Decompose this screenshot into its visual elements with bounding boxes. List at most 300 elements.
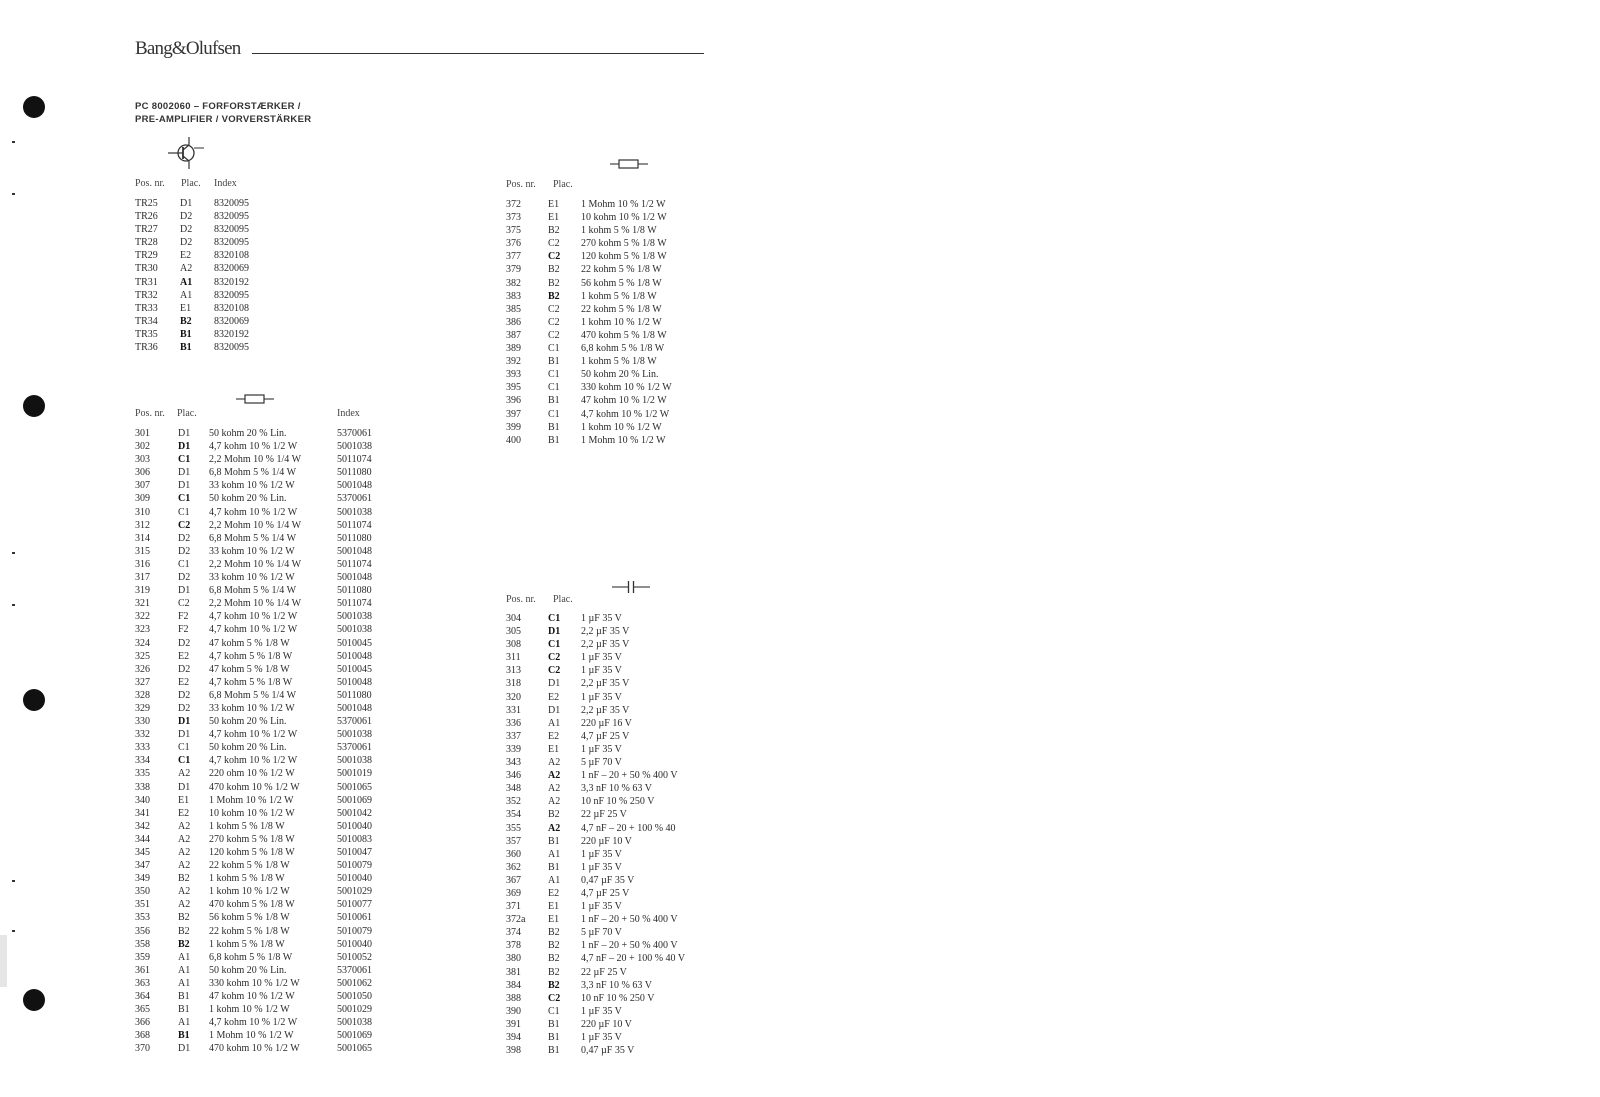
- plac-cell: E1: [548, 914, 560, 926]
- pos-cell: 360: [506, 848, 521, 860]
- pos-cell: 331: [506, 704, 521, 716]
- table-row: [135, 623, 372, 636]
- value-cell: 6,8 kohm 5 % 1/8 W: [209, 951, 293, 963]
- value-cell: 1 kohm 10 % 1/2 W: [209, 886, 290, 898]
- plac-cell: A2: [178, 899, 191, 911]
- plac-cell: D2: [178, 532, 191, 544]
- plac-cell: C1: [548, 1005, 560, 1017]
- index-cell: 5001038: [337, 624, 372, 636]
- pos-cell: 319: [135, 585, 150, 597]
- value-cell: 56 kohm 5 % 1/8 W: [581, 277, 662, 289]
- pos-cell: TR34: [135, 315, 158, 327]
- transistor-table: [135, 197, 249, 354]
- pos-cell: TR28: [135, 237, 158, 249]
- value-cell: 1 µF 35 V: [581, 1032, 622, 1043]
- table-row: [135, 249, 249, 262]
- index-cell: 8320095: [214, 198, 249, 209]
- table-row: [506, 966, 685, 979]
- plac-cell: E2: [178, 650, 190, 662]
- value-cell: 0,47 µF 35 V: [581, 1045, 635, 1057]
- plac-cell: E2: [548, 887, 560, 899]
- index-cell: 5001069: [337, 794, 372, 806]
- index-cell: 5010045: [337, 637, 372, 649]
- plac-cell: D1: [178, 716, 191, 728]
- table-row: [135, 964, 372, 977]
- table-row: [135, 276, 249, 289]
- value-cell: 2,2 Mohm 10 % 1/4 W: [209, 598, 302, 610]
- table-row: [135, 262, 249, 275]
- pos-cell: 330: [135, 716, 150, 728]
- value-cell: 1 kohm 10 % 1/2 W: [581, 421, 662, 433]
- value-cell: 120 kohm 5 % 1/8 W: [581, 251, 667, 263]
- pos-cell: 387: [506, 329, 521, 341]
- plac-cell: B2: [548, 966, 560, 978]
- pos-cell: 361: [135, 964, 150, 976]
- value-cell: 1 kohm 5 % 1/8 W: [581, 225, 657, 237]
- table-row: [135, 1029, 372, 1042]
- index-cell: 5011074: [337, 454, 372, 466]
- value-cell: 5 µF 70 V: [581, 757, 622, 769]
- pos-cell: 308: [506, 639, 521, 651]
- table-row: [506, 250, 672, 263]
- table-row: [506, 769, 685, 782]
- plac-cell: A1: [548, 717, 561, 729]
- value-cell: 10 nF 10 % 250 V: [581, 796, 655, 808]
- table-row: [135, 702, 372, 715]
- value-cell: 22 µF 25 V: [581, 966, 627, 978]
- capacitor-table: [506, 612, 685, 1057]
- table-row: [506, 848, 685, 861]
- plac-cell: E1: [548, 199, 560, 210]
- transistor-symbol-icon: [166, 136, 206, 170]
- value-cell: 1 Mohm 10 % 1/2 W: [209, 1030, 294, 1042]
- table-row: [506, 861, 685, 874]
- value-cell: 3,3 nF 10 % 63 V: [581, 783, 652, 795]
- pos-cell: 362: [506, 861, 521, 873]
- index-cell: 8320108: [214, 250, 249, 262]
- table-row: [135, 236, 249, 249]
- pos-cell: 353: [135, 912, 150, 924]
- table-row: [135, 951, 372, 964]
- pos-cell: 376: [506, 238, 521, 250]
- plac-cell: C2: [548, 238, 560, 250]
- plac-cell: D1: [178, 781, 191, 793]
- table-row: [135, 315, 249, 328]
- pos-cell: 377: [506, 251, 521, 263]
- pos-cell: 354: [506, 809, 521, 821]
- pos-cell: 322: [135, 611, 150, 623]
- value-cell: 1 kohm 5 % 1/8 W: [209, 873, 285, 885]
- table-row: [506, 421, 672, 434]
- pos-cell: TR27: [135, 224, 158, 236]
- scan-mark: [12, 604, 15, 606]
- resistor-right-pos-header: Pos. nr.: [506, 179, 536, 190]
- index-cell: 5011080: [337, 585, 372, 597]
- pos-cell: 337: [506, 730, 521, 742]
- index-cell: 5001038: [337, 441, 372, 453]
- table-row: [135, 223, 249, 236]
- table-row: [506, 355, 672, 368]
- index-cell: 5001048: [337, 545, 372, 557]
- value-cell: 6,8 kohm 5 % 1/8 W: [581, 343, 665, 355]
- index-cell: 5010079: [337, 860, 372, 872]
- plac-cell: B1: [548, 1045, 560, 1057]
- pos-cell: 375: [506, 225, 521, 237]
- value-cell: 33 kohm 10 % 1/2 W: [209, 572, 295, 584]
- plac-cell: B2: [548, 225, 560, 237]
- table-row: [506, 224, 672, 237]
- table-row: [135, 767, 372, 780]
- value-cell: 47 kohm 5 % 1/8 W: [209, 663, 290, 675]
- value-cell: 2,2 µF 35 V: [581, 678, 630, 690]
- value-cell: 220 ohm 10 % 1/2 W: [209, 768, 295, 780]
- pos-cell: 390: [506, 1005, 521, 1017]
- pos-cell: 346: [506, 770, 521, 782]
- plac-cell: C1: [548, 343, 560, 355]
- value-cell: 6,8 Mohm 5 % 1/4 W: [209, 467, 297, 479]
- table-row: [135, 898, 372, 911]
- table-row: [506, 782, 685, 795]
- pos-cell: 394: [506, 1032, 521, 1043]
- value-cell: 1 Mohm 10 % 1/2 W: [209, 794, 294, 806]
- value-cell: 33 kohm 10 % 1/2 W: [209, 480, 295, 492]
- table-row: [135, 741, 372, 754]
- value-cell: 47 kohm 10 % 1/2 W: [581, 395, 667, 407]
- pos-cell: 305: [506, 626, 521, 638]
- plac-cell: A2: [178, 833, 191, 845]
- table-row: [135, 781, 372, 794]
- pos-cell: 340: [135, 794, 150, 806]
- table-row: [506, 952, 685, 965]
- table-row: [506, 638, 685, 651]
- table-row: [135, 440, 372, 453]
- table-row: [506, 939, 685, 952]
- pos-cell: 332: [135, 729, 150, 741]
- pos-cell: 371: [506, 901, 521, 913]
- plac-cell: B2: [548, 277, 560, 289]
- pos-cell: 366: [135, 1017, 150, 1029]
- value-cell: 1 µF 35 V: [581, 848, 622, 860]
- plac-cell: A1: [548, 848, 561, 860]
- plac-cell: E1: [180, 302, 192, 314]
- plac-cell: C1: [178, 755, 191, 767]
- plac-cell: C2: [548, 316, 560, 328]
- value-cell: 4,7 kohm 10 % 1/2 W: [209, 506, 298, 518]
- index-cell: 8320095: [214, 237, 249, 249]
- pos-cell: TR31: [135, 276, 158, 288]
- value-cell: 220 µF 16 V: [581, 717, 632, 729]
- pos-cell: 307: [135, 480, 150, 492]
- plac-cell: B1: [548, 1032, 560, 1043]
- table-row: [506, 795, 685, 808]
- value-cell: 22 kohm 5 % 1/8 W: [209, 925, 290, 937]
- plac-cell: C1: [548, 613, 561, 624]
- value-cell: 50 kohm 20 % Lin.: [581, 369, 659, 381]
- pos-cell: 335: [135, 768, 150, 780]
- resistor-index-header: Index: [337, 408, 360, 419]
- table-row: [506, 664, 685, 677]
- pos-cell: 316: [135, 558, 150, 570]
- plac-cell: D2: [178, 637, 191, 649]
- scan-edge-shadow: [0, 935, 7, 987]
- value-cell: 270 kohm 5 % 1/8 W: [209, 833, 295, 845]
- plac-cell: B2: [548, 927, 560, 939]
- plac-cell: C1: [178, 742, 190, 754]
- table-row: [135, 597, 372, 610]
- pos-cell: TR25: [135, 198, 158, 209]
- value-cell: 1 nF – 20 + 50 % 400 V: [581, 914, 678, 926]
- pos-cell: 303: [135, 454, 150, 466]
- value-cell: 220 µF 10 V: [581, 835, 632, 847]
- table-row: [135, 328, 249, 341]
- value-cell: 1 µF 35 V: [581, 861, 622, 873]
- plac-cell: B1: [180, 328, 192, 340]
- scan-mark: [12, 193, 15, 195]
- value-cell: 120 kohm 5 % 1/8 W: [209, 847, 295, 858]
- value-cell: 5 µF 70 V: [581, 927, 622, 939]
- table-row: [135, 833, 372, 846]
- value-cell: 50 kohm 20 % Lin.: [209, 964, 287, 976]
- value-cell: 470 kohm 10 % 1/2 W: [209, 1043, 300, 1055]
- index-cell: 8320069: [214, 315, 249, 327]
- pos-cell: 315: [135, 545, 150, 557]
- pos-cell: 368: [135, 1030, 150, 1042]
- table-row: [135, 341, 249, 354]
- scan-mark: [12, 141, 15, 143]
- plac-cell: C2: [548, 992, 561, 1004]
- table-row: [135, 650, 372, 663]
- pos-cell: TR33: [135, 302, 158, 314]
- value-cell: 2,2 µF 35 V: [581, 639, 630, 651]
- pos-cell: 382: [506, 277, 521, 289]
- pos-cell: 372: [506, 199, 521, 210]
- pos-cell: 385: [506, 303, 521, 315]
- pos-cell: TR26: [135, 211, 158, 223]
- value-cell: 47 kohm 5 % 1/8 W: [209, 637, 290, 649]
- pos-cell: 321: [135, 598, 150, 610]
- pos-cell: 352: [506, 796, 521, 808]
- pos-cell: 350: [135, 886, 150, 898]
- pos-cell: 306: [135, 467, 150, 479]
- resistor-table-right: [506, 198, 672, 447]
- pos-cell: 329: [135, 702, 150, 714]
- table-row: [135, 1016, 372, 1029]
- pos-cell: 381: [506, 966, 521, 978]
- value-cell: 1 kohm 10 % 1/2 W: [581, 316, 662, 328]
- plac-cell: F2: [178, 611, 189, 623]
- table-row: [506, 822, 685, 835]
- table-row: [135, 289, 249, 302]
- pos-cell: 379: [506, 264, 521, 276]
- pos-cell: 358: [135, 938, 150, 950]
- pos-cell: 311: [506, 652, 521, 664]
- plac-cell: A1: [180, 289, 193, 301]
- value-cell: 47 kohm 10 % 1/2 W: [209, 991, 295, 1003]
- pos-cell: 363: [135, 977, 150, 989]
- table-row: [506, 211, 672, 224]
- pos-cell: 372a: [506, 914, 526, 926]
- resistor-pos-header: Pos. nr.: [135, 408, 165, 419]
- index-cell: 5001065: [337, 781, 372, 793]
- value-cell: 22 kohm 5 % 1/8 W: [209, 860, 290, 872]
- title-line-2: PRE-AMPLIFIER / VORVERSTÄRKER: [135, 114, 312, 125]
- table-row: [506, 874, 685, 887]
- value-cell: 4,7 kohm 10 % 1/2 W: [209, 441, 298, 453]
- value-cell: 10 nF 10 % 250 V: [581, 992, 655, 1004]
- value-cell: 22 µF 25 V: [581, 809, 627, 821]
- value-cell: 0,47 µF 35 V: [581, 874, 635, 886]
- index-cell: 8320095: [214, 289, 249, 301]
- pos-cell: 342: [135, 820, 150, 832]
- table-row: [135, 571, 372, 584]
- pos-cell: 349: [135, 873, 150, 885]
- index-cell: 8320095: [214, 224, 249, 236]
- plac-cell: C1: [178, 558, 190, 570]
- pos-cell: 302: [135, 441, 150, 453]
- table-row: [135, 558, 372, 571]
- table-row: [506, 237, 672, 250]
- scan-mark: [12, 552, 15, 554]
- plac-cell: C2: [548, 251, 561, 263]
- table-row: [135, 302, 249, 315]
- value-cell: 6,8 Mohm 5 % 1/4 W: [209, 689, 297, 701]
- pos-cell: 393: [506, 369, 521, 381]
- table-row: [135, 990, 372, 1003]
- table-row: [135, 610, 372, 623]
- index-cell: 5001038: [337, 729, 372, 741]
- plac-cell: D1: [178, 441, 191, 453]
- pos-cell: 398: [506, 1045, 521, 1057]
- plac-cell: B2: [548, 290, 560, 302]
- pos-cell: 328: [135, 689, 150, 701]
- value-cell: 50 kohm 20 % Lin.: [209, 742, 287, 754]
- brand-logo: Bang&Olufsen: [135, 38, 241, 59]
- index-cell: 5001050: [337, 991, 372, 1003]
- plac-cell: A1: [180, 276, 193, 288]
- table-row: [506, 381, 672, 394]
- index-cell: 5010048: [337, 650, 372, 662]
- pos-cell: 373: [506, 212, 521, 224]
- plac-cell: C1: [548, 639, 561, 651]
- plac-cell: B2: [548, 940, 560, 952]
- plac-cell: D1: [178, 480, 191, 492]
- plac-cell: D2: [178, 572, 191, 584]
- value-cell: 4,7 kohm 5 % 1/8 W: [209, 676, 293, 688]
- value-cell: 1 µF 35 V: [581, 743, 622, 755]
- value-cell: 4,7 nF – 20 + 100 % 40: [581, 822, 676, 834]
- pos-cell: 367: [506, 874, 521, 886]
- table-row: [135, 676, 372, 689]
- plac-cell: B1: [548, 395, 560, 407]
- value-cell: 22 kohm 5 % 1/8 W: [581, 303, 662, 315]
- plac-cell: B1: [180, 342, 192, 354]
- table-row: [135, 584, 372, 597]
- pos-cell: 344: [135, 833, 150, 845]
- table-row: [506, 651, 685, 664]
- value-cell: 1 µF 35 V: [581, 652, 622, 664]
- table-row: [506, 329, 672, 342]
- plac-cell: D2: [178, 702, 191, 714]
- table-row: [506, 198, 672, 211]
- plac-cell: B1: [548, 861, 560, 873]
- resistor-right-plac-header: Plac.: [553, 179, 573, 190]
- table-row: [506, 913, 685, 926]
- index-cell: 5010045: [337, 663, 372, 675]
- table-row: [135, 911, 372, 924]
- plac-cell: B1: [548, 1018, 560, 1030]
- plac-cell: D2: [178, 663, 191, 675]
- resistor-table-left: [135, 427, 372, 1056]
- value-cell: 1 nF – 20 + 50 % 400 V: [581, 770, 678, 782]
- index-cell: 5010040: [337, 938, 372, 950]
- table-row: [135, 938, 372, 951]
- capacitor-pos-header: Pos. nr.: [506, 594, 536, 605]
- value-cell: 470 kohm 5 % 1/8 W: [209, 899, 295, 911]
- value-cell: 50 kohm 20 % Lin.: [209, 716, 287, 728]
- plac-cell: B2: [548, 953, 560, 965]
- table-row: [135, 872, 372, 885]
- value-cell: 2,2 Mohm 10 % 1/4 W: [209, 558, 302, 570]
- pos-cell: 309: [135, 493, 150, 505]
- value-cell: 2,2 Mohm 10 % 1/4 W: [209, 454, 302, 466]
- table-row: [135, 210, 249, 223]
- value-cell: 1 kohm 5 % 1/8 W: [581, 290, 657, 302]
- table-row: [506, 926, 685, 939]
- plac-cell: E2: [548, 730, 560, 742]
- plac-cell: C1: [178, 454, 191, 466]
- index-cell: 5001029: [337, 886, 372, 898]
- plac-cell: C1: [178, 493, 191, 505]
- index-cell: 5370061: [337, 428, 372, 439]
- plac-cell: D2: [180, 237, 193, 249]
- index-cell: 8320108: [214, 302, 249, 314]
- table-row: [135, 728, 372, 741]
- table-row: [135, 532, 372, 545]
- plac-cell: C1: [178, 506, 190, 518]
- value-cell: 1 nF – 20 + 50 % 400 V: [581, 940, 678, 952]
- plac-cell: E1: [178, 794, 190, 806]
- value-cell: 50 kohm 20 % Lin.: [209, 428, 287, 439]
- table-row: [506, 1018, 685, 1031]
- table-row: [506, 434, 672, 447]
- value-cell: 1 µF 35 V: [581, 691, 622, 703]
- value-cell: 4,7 kohm 10 % 1/2 W: [209, 611, 298, 623]
- index-cell: 8320192: [214, 328, 249, 340]
- pos-cell: TR29: [135, 250, 158, 262]
- value-cell: 470 kohm 5 % 1/8 W: [581, 329, 667, 341]
- plac-cell: A2: [548, 770, 561, 782]
- plac-cell: F2: [178, 624, 189, 636]
- table-row: [506, 625, 685, 638]
- pos-cell: 312: [135, 519, 150, 531]
- plac-cell: B2: [178, 912, 190, 924]
- table-row: [135, 663, 372, 676]
- index-cell: 8320069: [214, 263, 249, 275]
- value-cell: 1 Mohm 10 % 1/2 W: [581, 199, 666, 210]
- index-cell: 5011074: [337, 519, 372, 531]
- table-row: [506, 368, 672, 381]
- pos-cell: 399: [506, 421, 521, 433]
- capacitor-symbol-icon: [612, 580, 650, 594]
- pos-cell: 359: [135, 951, 150, 963]
- plac-cell: D1: [180, 198, 193, 209]
- table-row: [506, 303, 672, 316]
- value-cell: 330 kohm 10 % 1/2 W: [209, 977, 300, 989]
- pos-cell: 339: [506, 743, 521, 755]
- plac-cell: D1: [178, 1043, 191, 1055]
- pos-cell: TR36: [135, 342, 158, 354]
- pos-cell: 304: [506, 613, 521, 624]
